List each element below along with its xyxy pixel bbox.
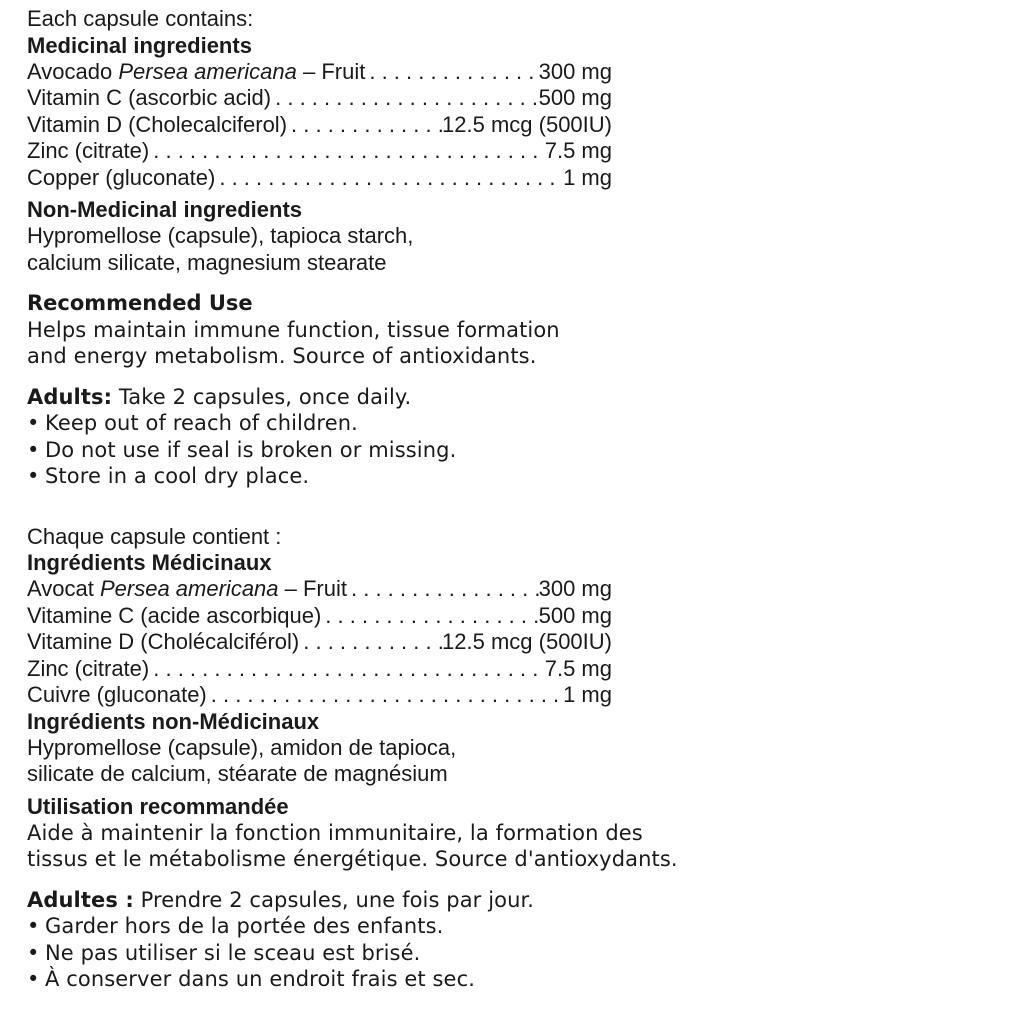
ingredient-amount: 7.5 mg [544,138,612,163]
bullet-icon: • [27,464,40,488]
non-medicinal-line: Hypromellose (capsule), tapioca starch, [27,223,414,248]
recommended-use-heading: Recommended Use [27,291,253,315]
dot-leader [149,656,544,683]
ingredient-amount: 1 mg [563,682,612,707]
ingredient-row [27,165,612,192]
warning-bullet: • À conserver dans un endroit frais et sec. [27,967,475,991]
bullet-icon: • [27,914,40,938]
warning-bullet: • Keep out of reach of children. [27,411,358,435]
non-medicinal-line: silicate de calcium, stéarate de magnésium [27,761,448,786]
ingredient-name: Zinc (citrate) [27,655,150,681]
ingredient-row [27,603,612,630]
ingredient-name: Cuivre (gluconate) [27,682,207,707]
capsule-contains-heading: Chaque capsule contient : [27,523,282,549]
dot-leader [365,59,538,86]
ingredient-amount: 300 mg [538,58,612,84]
ingredient-row [27,138,612,165]
ingredient-name: Copper (gluconate) [27,164,216,190]
dot-leader [149,138,544,165]
ingredient-amount: 12.5 mcg (500IU) [442,629,612,654]
recommended-use-line: and energy metabolism. Source of antioxidants. [27,344,537,368]
bullet-icon: • [27,437,40,462]
dot-leader [215,165,563,192]
warning-bullet: • Ne pas utiliser si le sceau est brisé. [27,940,421,965]
ingredient-row [27,85,612,112]
non-medicinal-ingredients-heading: Ingrédients non-Médicinaux [27,708,320,734]
french-section [27,523,678,993]
recommended-use-heading: Utilisation recommandée [27,793,289,819]
dot-leader [287,112,442,139]
dot-leader [271,85,538,112]
ingredient-amount: 500 mg [538,85,612,110]
ingredient-row [27,629,612,656]
ingredient-name: Vitamine C (acide ascorbique) [27,602,322,628]
dosage-text: Prendre 2 capsules, une fois par jour. [133,887,535,912]
dosage-line [27,887,647,914]
english-section [27,6,647,490]
ingredient-amount: 500 mg [538,602,612,628]
dot-leader [299,629,442,656]
dot-leader [207,682,563,709]
dot-leader [321,603,538,630]
dosage-label: Adultes : [27,887,134,912]
ingredient-name: Vitamine D (Cholécalciférol) [27,629,300,654]
ingredient-name: Avocado Persea americana – Fruit [27,58,366,84]
warning-bullet: • Store in a cool dry place. [27,464,310,488]
warning-bullet: • Garder hors de la portée des enfants. [27,914,444,938]
capsule-contains-heading: Each capsule contains: [27,6,254,31]
recommended-use-line: Helps maintain immune function, tissue formation [27,317,560,342]
bullet-icon: • [27,411,40,435]
ingredient-amount: 12.5 mcg (500IU) [442,111,612,137]
dot-leader [347,576,539,603]
non-medicinal-line: Hypromellose (capsule), amidon de tapioca, [27,734,457,760]
ingredient-name: Zinc (citrate) [27,138,150,163]
ingredient-name: Vitamin C (ascorbic acid) [27,85,272,110]
medicinal-ingredients-list [27,59,647,192]
ingredient-amount: 1 mg [563,164,612,190]
warning-bullet: • Do not use if seal is broken or missing. [27,437,457,462]
non-medicinal-line: calcium silicate, magnesium stearate [27,249,387,275]
ingredient-row [27,656,612,683]
ingredient-row [27,576,612,603]
product-label [27,6,678,993]
ingredient-name: Avocat Persea americana – Fruit [27,576,347,601]
dosage-line [27,384,647,411]
ingredient-row [27,682,612,709]
ingredient-row [27,112,612,139]
bullet-icon: • [27,967,40,991]
ingredient-amount: 7.5 mg [544,655,612,681]
dosage-text: Take 2 capsules, once daily. [112,384,412,409]
ingredient-name: Vitamin D (Cholecalciferol) [27,111,288,137]
medicinal-ingredients-heading: Medicinal ingredients [27,32,252,58]
recommended-use-line: tissus et le métabolisme énergétique. Source d'antioxydants. [27,847,678,871]
medicinal-ingredients-list [27,576,647,709]
dosage-label: Adults: [27,384,113,409]
medicinal-ingredients-heading: Ingrédients Médicinaux [27,550,272,575]
non-medicinal-ingredients-heading: Non-Medicinal ingredients [27,197,303,222]
bullet-icon: • [27,940,40,965]
ingredient-row [27,59,612,86]
recommended-use-line: Aide à maintenir la fonction immunitaire, la formation des [27,820,643,845]
ingredient-amount: 300 mg [538,576,612,601]
